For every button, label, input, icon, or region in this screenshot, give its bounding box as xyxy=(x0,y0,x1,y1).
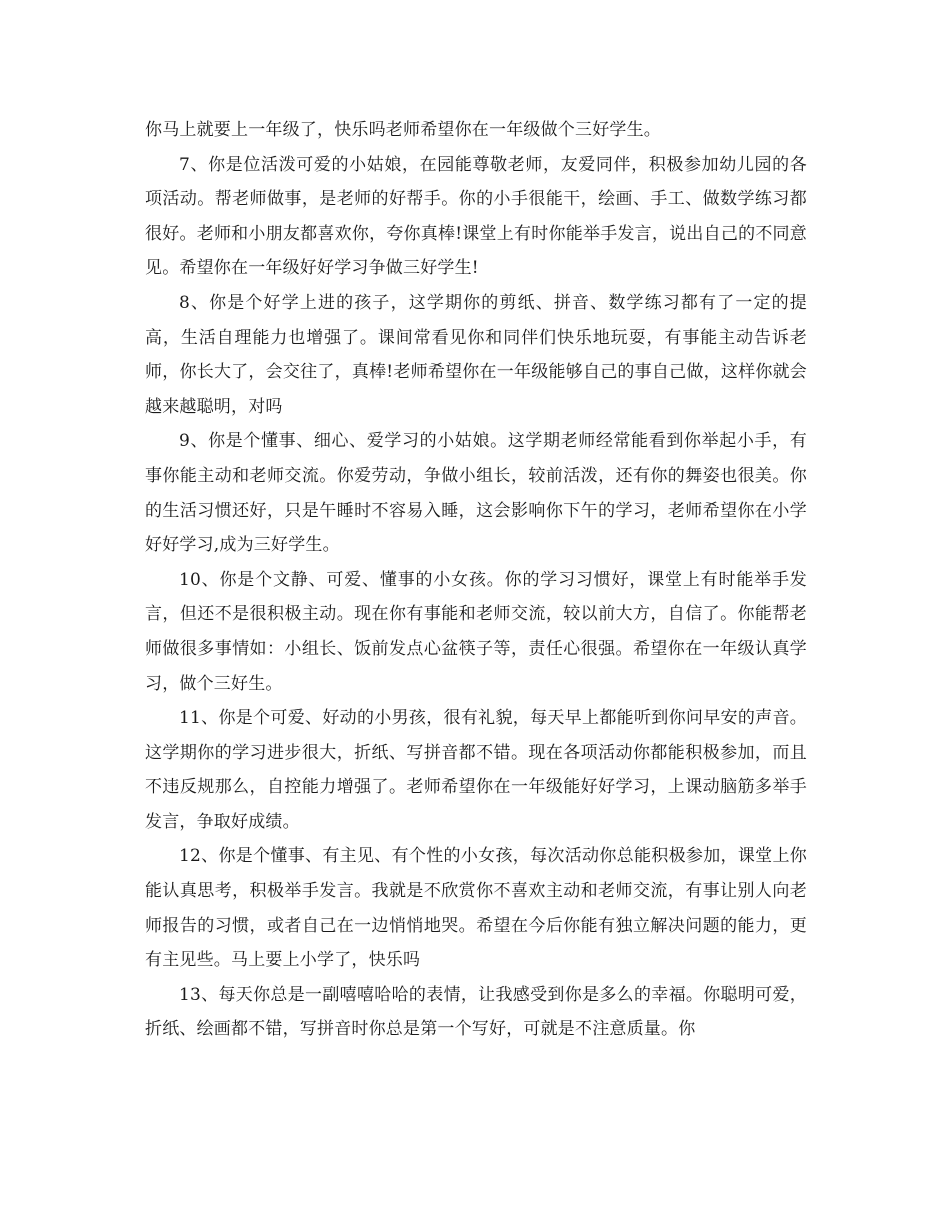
document-body xyxy=(145,113,807,1047)
paragraph-9: 9、你是个懂事、细心、爱学习的小姑娘。这学期老师经常能看到你举起小手，有事你能主动和老师交流。你爱劳动，争做小组长，较前活泼，还有你的舞姿也很美。你的生活习惯还好，只是午睡时不容易入睡，这会影响你下午的学习，老师希望你在小学好好学习,成为三好学生。 xyxy=(145,431,807,556)
paragraph-10: 10、你是个文静、可爱、懂事的小女孩。你的学习习惯好，课堂上有时能举手发言，但还不是很积极主动。现在你有事能和老师交流，较以前大方，自信了。你能帮老师做很多事情如：小组长、饭前发点心盆筷子等，责任心很强。希望你在一年级认真学习，做个三好生。 xyxy=(145,569,807,694)
paragraph-7: 7、你是位活泼可爱的小姑娘，在园能尊敬老师，友爱同伴，积极参加幼儿园的各项活动。帮老师做事，是老师的好帮手。你的小手很能干，绘画、手工、做数学练习都很好。老师和小朋友都喜欢你，夸你真棒!课堂上有时你能举手发言，说出自己的不同意见。希望你在一年级好好学习争做三好学生! xyxy=(145,154,807,279)
paragraph-11: 11、你是个可爱、好动的小男孩，很有礼貌，每天早上都能听到你问早安的声音。这学期你的学习进步很大，折纸、写拼音都不错。现在各项活动你都能积极参加，而且不违反规那么，自控能力增强了。老师希望你在一年级能好好学习，上课动脑筋多举手发言，争取好成绩。 xyxy=(145,708,807,832)
paragraph-8: 8、你是个好学上进的孩子，这学期你的剪纸、拼音、数学练习都有了一定的提高，生活自理能力也增强了。课间常看见你和同伴们快乐地玩耍，有事能主动告诉老师，你长大了，会交往了，真棒!老师希望你在一年级能够自己的事自己做，这样你就会越来越聪明，对吗 xyxy=(145,292,807,417)
paragraph-13: 13、每天你总是一副嘻嘻哈哈的表情，让我感受到你是多么的幸福。你聪明可爱，折纸、绘画都不错，写拼音时你总是第一个写好，可就是不注意质量。你 xyxy=(145,984,807,1040)
paragraph-12: 12、你是个懂事、有主见、有个性的小女孩，每次活动你总能积极参加，课堂上你能认真思考，积极举手发言。我就是不欣赏你不喜欢主动和老师交流，有事让别人向老师报告的习惯，或者自己在一边悄悄地哭。希望在今后你能有独立解决问题的能力，更有主见些。马上要上小学了，快乐吗 xyxy=(145,846,807,971)
paragraph-intro: 你马上就要上一年级了，快乐吗老师希望你在一年级做个三好学生。 xyxy=(145,120,661,140)
